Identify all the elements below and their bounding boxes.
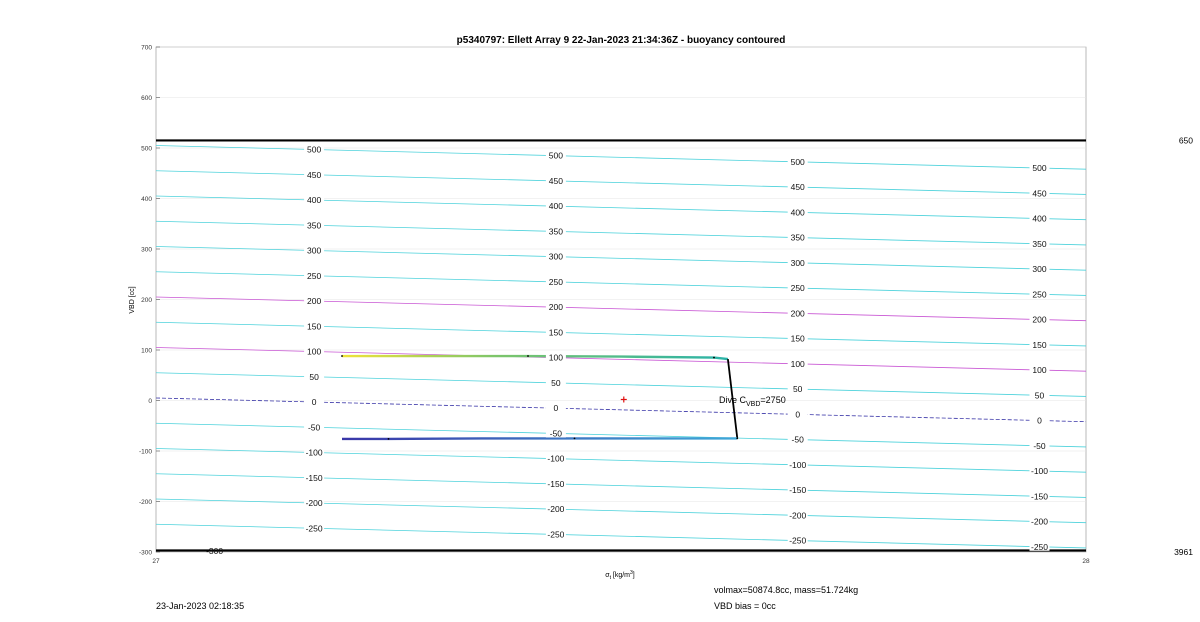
contour-label: 350 (1032, 238, 1047, 249)
contour-label: 150 (1032, 339, 1047, 350)
contour-label: 0 (1037, 415, 1042, 426)
contour-label: 50 (551, 377, 561, 388)
x-axis-label-close: ] (632, 572, 635, 579)
contour-label: 400 (1032, 213, 1047, 224)
contour-label: 100 (790, 358, 805, 369)
contour-label: -200 (1030, 516, 1049, 527)
contour-label: -150 (789, 485, 807, 496)
x-tick-label: 27 (152, 558, 160, 565)
y-tick-label: 400 (141, 196, 152, 203)
contour-label: 0 (553, 403, 559, 414)
contour-label: -150 (1030, 491, 1049, 502)
contour-label: 100 (1032, 365, 1047, 376)
contour-label: -200 (789, 510, 807, 521)
contour-label: -250 (547, 529, 565, 540)
contour-label: 0 (795, 409, 801, 420)
track-point (713, 357, 715, 359)
y-tick-label: -100 (138, 448, 152, 456)
contour-label: 100 (548, 352, 563, 363)
y-tick-label: 300 (141, 246, 152, 254)
contour-label: 150 (790, 333, 805, 344)
x-axis-label-sub: t (609, 575, 611, 581)
contour-label: -100 (305, 447, 323, 458)
contour-label: 500 (790, 156, 805, 167)
contour-label: 200 (790, 308, 805, 319)
contour-label: 500 (307, 144, 322, 155)
contour-label: 150 (307, 321, 322, 332)
dive-track-segment (342, 438, 737, 439)
track-point (388, 438, 390, 440)
contour-label: 350 (790, 232, 805, 243)
y-tick-label: 500 (141, 145, 152, 153)
contour-label: -50 (549, 428, 563, 439)
contour-label: 300 (548, 251, 563, 262)
contour-label: -100 (789, 459, 807, 470)
track-point (341, 355, 343, 357)
y-tick-label: -200 (138, 499, 152, 506)
contour-label: 450 (307, 169, 322, 180)
chart-title: p5340797: Ellett Array 9 22-Jan-2023 21:34:36Z - buoyancy contoured (456, 35, 786, 46)
contour-label: 300 (307, 245, 322, 256)
contour-label: -50 (1033, 440, 1046, 451)
annotation-main: Dive C (719, 395, 747, 405)
contour-label: 50 (792, 384, 803, 395)
annotation-sub: VBD (746, 401, 761, 408)
track-point (527, 355, 529, 357)
footer-volmax: volmax=50874.8cc, mass=51.724kg (714, 585, 859, 595)
contour-label: 350 (307, 220, 322, 231)
contour-label: -100 (547, 453, 565, 464)
x-axis-label-main: σ (605, 572, 610, 579)
y-tick-label: 0 (148, 398, 152, 405)
contour-label: 450 (790, 182, 805, 193)
contour-label: 300 (1032, 264, 1047, 275)
contour-label: 50 (1034, 390, 1045, 401)
right-axis-label: 650 (1178, 135, 1193, 146)
contour-label: 250 (548, 276, 563, 287)
contour-label: 450 (548, 175, 563, 186)
track-point (574, 437, 576, 439)
contour-label: 200 (548, 302, 563, 313)
x-axis-label-units: [kg/m (610, 572, 631, 579)
contour-label: -150 (547, 478, 565, 489)
contour-label: -250 (305, 523, 323, 534)
contour-label: 250 (1032, 289, 1047, 300)
y-tick-label: 100 (141, 347, 152, 355)
contour-label: 400 (548, 201, 563, 212)
y-axis-label: VBD [cc] (129, 286, 136, 314)
y-tick-label: 600 (141, 95, 152, 102)
x-axis-label-sup: 3 (630, 570, 633, 576)
contour-label: -250 (789, 535, 807, 546)
contour-label: -200 (305, 498, 323, 509)
contour-label: 500 (1032, 163, 1047, 174)
footer-timestamp: 23-Jan-2023 02:18:35 (156, 601, 245, 611)
contour-label: 400 (307, 195, 322, 206)
contour-label: 200 (1032, 314, 1047, 325)
contour-label: 200 (307, 296, 322, 307)
contour-label: -100 (1030, 466, 1049, 477)
contour-label: 50 (309, 371, 319, 382)
contour-label: -250 (1030, 541, 1049, 552)
contour-label: 250 (307, 270, 322, 281)
x-tick-label: 28 (1082, 558, 1090, 565)
x-axis-label (605, 570, 635, 581)
contour-label: 500 (548, 150, 563, 161)
y-tick-label: 700 (141, 44, 152, 52)
y-tick-label: 200 (141, 297, 152, 304)
y-tick-label: -300 (138, 549, 152, 557)
track-point (736, 437, 738, 439)
contour-label: 450 (1032, 188, 1047, 199)
contour-label: -150 (305, 472, 323, 483)
contour-label: -300 (206, 545, 224, 556)
contour-label: -200 (547, 504, 565, 515)
contour-label: 300 (790, 257, 805, 268)
contour-label: 0 (311, 397, 317, 408)
contour-label: -50 (791, 434, 804, 445)
contour-label: 100 (307, 346, 322, 357)
contour-label: -50 (307, 422, 321, 433)
contour-label: 250 (790, 283, 805, 294)
annotation-tail: =2750 (760, 395, 786, 405)
contour-label: 150 (548, 327, 563, 338)
right-axis-label: 3961 (1174, 547, 1193, 557)
contour-label: 400 (790, 207, 805, 218)
footer-vbd-bias: VBD bias = 0cc (714, 601, 776, 611)
contour-label: 350 (548, 226, 563, 237)
